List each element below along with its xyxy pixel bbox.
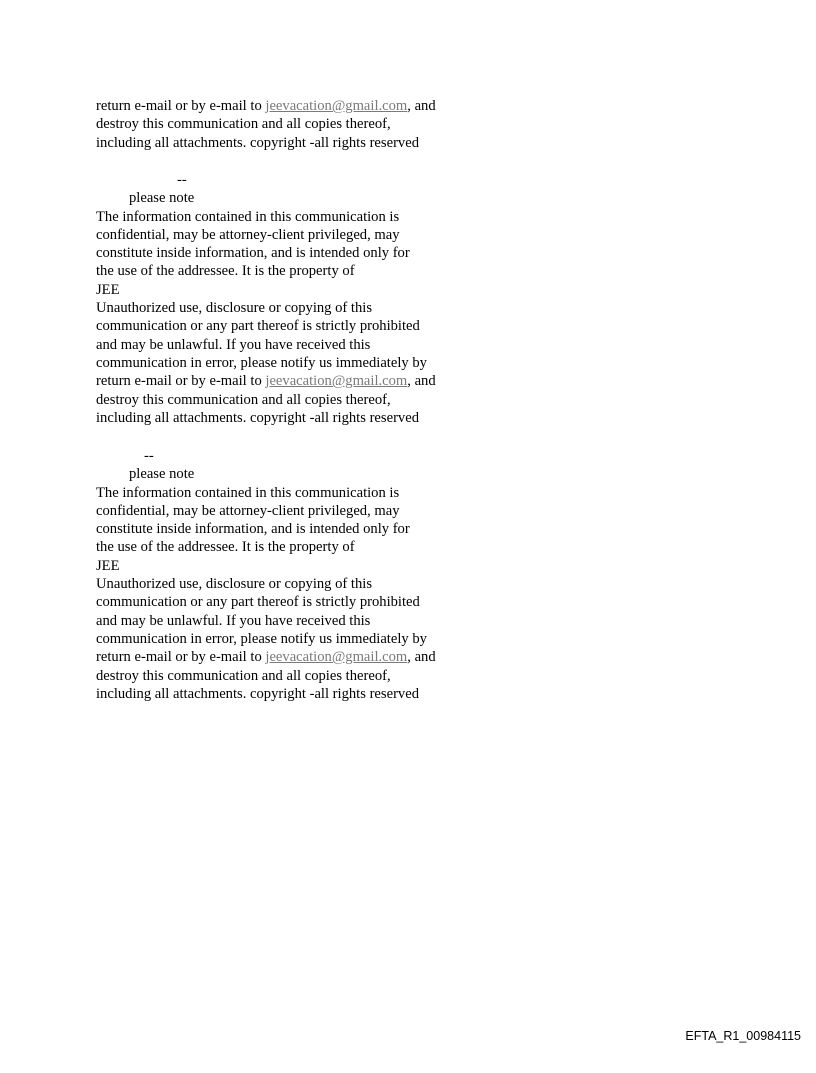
text: , and xyxy=(407,98,436,114)
notice-line: confidential, may be attorney-client privileged, may xyxy=(96,502,400,519)
notice-line: and may be unlawful. If you have received this xyxy=(96,612,371,629)
notice-line: the use of the addressee. It is the property of xyxy=(96,539,355,556)
notice-heading: please note xyxy=(129,190,195,207)
top-fragment xyxy=(96,97,516,152)
email-link[interactable]: jeevacation@gmail.com xyxy=(265,373,408,390)
text: , and xyxy=(407,649,436,666)
notice-line: The information contained in this communication is xyxy=(96,208,400,225)
notice-line: Unauthorized use, disclosure or copying of this xyxy=(96,300,373,317)
notice-heading: please note xyxy=(129,466,195,483)
notice-line: destroy this communication and all copies thereof, xyxy=(96,667,391,684)
notice-line: The information contained in this communication is xyxy=(96,484,400,501)
text: return e-mail or by e-mail to xyxy=(96,98,266,114)
signature-separator: -- xyxy=(144,448,154,464)
notice-line: including all attachments. copyright -all rights reserved xyxy=(96,685,419,702)
top-fragment-line-2: destroy this communication and all copies thereof, xyxy=(96,116,391,133)
notice-line: JEE xyxy=(96,557,120,574)
email-link[interactable]: jeevacation@gmail.com xyxy=(265,649,408,666)
signature-separator: -- xyxy=(177,172,187,188)
notice-line: including all attachments. copyright -all rights reserved xyxy=(96,409,419,426)
notice-line: communication in error, please notify us immediately by xyxy=(96,354,427,371)
email-link[interactable]: jeevacation@gmail.com xyxy=(265,98,408,114)
notice-line: Unauthorized use, disclosure or copying of this xyxy=(96,576,373,593)
notice-email-line xyxy=(96,372,516,390)
notice-line: confidential, may be attorney-client privileged, may xyxy=(96,226,400,243)
text: return e-mail or by e-mail to xyxy=(96,649,266,666)
confidentiality-notice-2 xyxy=(96,447,516,703)
confidentiality-notice-1 xyxy=(96,171,516,427)
text: , and xyxy=(407,373,436,390)
top-fragment-line-1 xyxy=(96,97,516,115)
notice-line: destroy this communication and all copies thereof, xyxy=(96,391,391,408)
document-id: EFTA_R1_00984115 xyxy=(685,1029,801,1043)
notice-line: communication or any part thereof is strictly prohibited xyxy=(96,594,420,611)
notice-email-line xyxy=(96,648,516,666)
notice-line: JEE xyxy=(96,281,120,298)
text: return e-mail or by e-mail to xyxy=(96,373,266,390)
notice-line: communication in error, please notify us immediately by xyxy=(96,630,427,647)
notice-line: constitute inside information, and is intended only for xyxy=(96,245,410,262)
notice-line: communication or any part thereof is strictly prohibited xyxy=(96,318,420,335)
top-fragment-line-3: including all attachments. copyright -all rights reserved xyxy=(96,134,419,151)
notice-line: and may be unlawful. If you have received this xyxy=(96,336,371,353)
notice-line: constitute inside information, and is intended only for xyxy=(96,521,410,538)
notice-line: the use of the addressee. It is the property of xyxy=(96,263,355,280)
